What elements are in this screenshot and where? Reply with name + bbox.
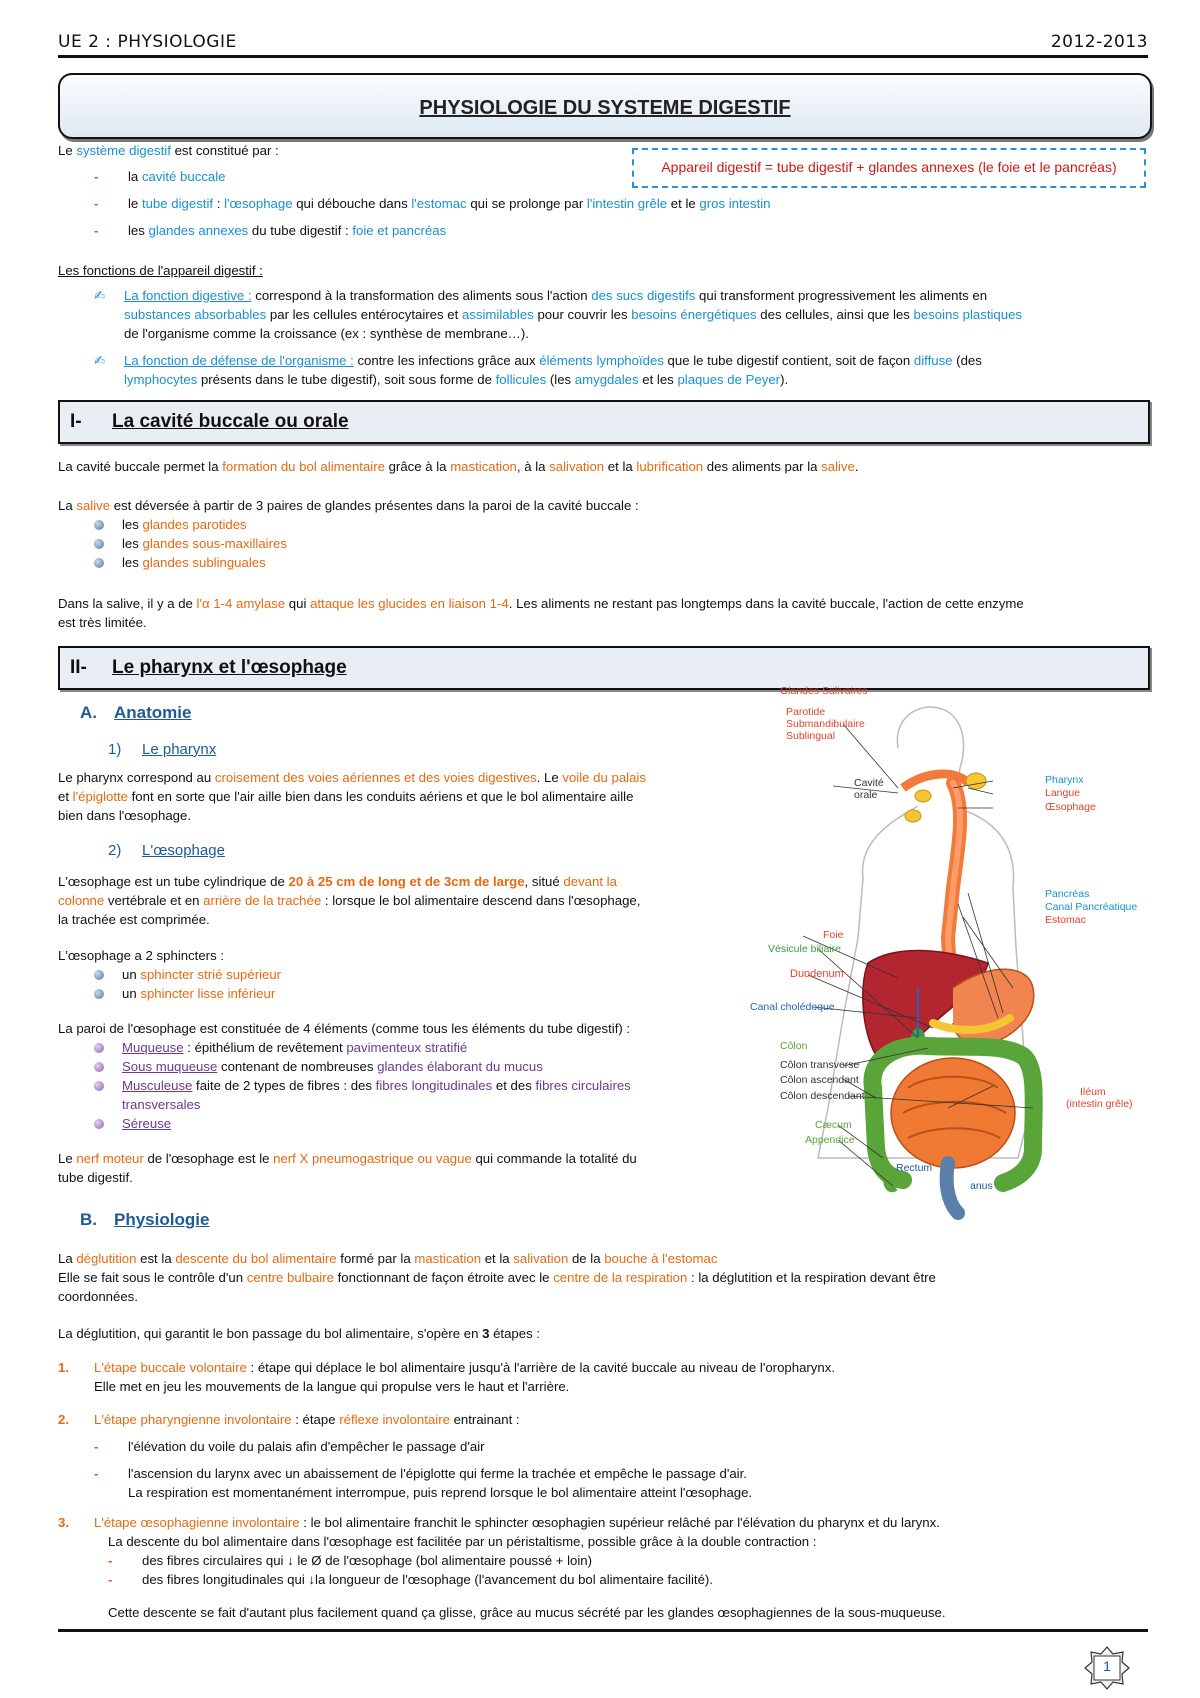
paroi-item: Sous muqueuse contenant de nombreuses glandes élaborant du mucus — [94, 1058, 543, 1076]
label-langue: Langue — [1045, 787, 1081, 799]
title-box — [58, 73, 1152, 139]
label-anus: anus — [970, 1180, 993, 1192]
section-1-header: I- La cavité buccale ou orale — [58, 400, 1150, 444]
fonction-defense-l1: ✍ La fonction de défense de l'organisme : contre les infections grâce aux éléments lymphoïdes que le tube digestif contient, soit de façon diffuse (des — [94, 353, 982, 368]
fonction-digestive-l3: de l'organisme comme la croissance (ex : synthèse de membrane…). — [124, 326, 529, 341]
label-appendice: Appendice — [805, 1134, 855, 1146]
paroi-item-cont: transversales — [122, 1097, 201, 1112]
intro-line: Le système digestif est constitué par : — [58, 143, 279, 158]
etape-2-item: - l'ascension du larynx avec un abaissement de l'épiglotte qui ferme la trachée et empêche le passage d'air. — [94, 1466, 747, 1481]
label-ileum-2: (intestin grêle) — [1066, 1098, 1133, 1110]
nerf-l2: tube digestif. — [58, 1170, 133, 1185]
digestive-illustration — [748, 688, 1158, 1228]
nerf-l1: Le nerf moteur de l'œsophage est le nerf X pneumogastrique ou vague qui commande la totalité du — [58, 1151, 637, 1166]
physio-l4: La déglutition, qui garantit le bon passage du bol alimentaire, s'opère en 3 étapes : — [58, 1326, 541, 1341]
intro-item-1: - la cavité buccale — [94, 169, 226, 184]
pharynx-heading: 1) Le pharynx — [108, 741, 217, 758]
header-left: UE 2 : PHYSIOLOGIE — [58, 32, 237, 52]
physio-l1: La déglutition est la descente du bol alimentaire formé par la mastication et la salivation de la bouche à l'estomac — [58, 1251, 718, 1266]
gland-item: les glandes sous-maxillaires — [94, 535, 287, 553]
oesophage-l3: la trachée est comprimée. — [58, 912, 210, 927]
intro-item-3: - les glandes annexes du tube digestif : foie et pancréas — [94, 223, 447, 238]
label-orale: orale — [854, 789, 878, 801]
section1-p3b: est très limitée. — [58, 615, 147, 630]
physio-l2: Elle se fait sous le contrôle d'un centre bulbaire fonctionnant de façon étroite avec le centre de la respiration : la déglutition et la respiration devant être — [58, 1270, 936, 1285]
label-duodenum: Duodenum — [790, 968, 844, 980]
sphincters-intro: L'œsophage a 2 sphincters : — [58, 948, 224, 963]
paroi-intro: La paroi de l'œsophage est constituée de 4 éléments (comme tous les éléments du tube digestif) : — [58, 1021, 631, 1036]
label-parotide: Parotide — [786, 706, 826, 718]
etape-1-l2: Elle met en jeu les mouvements de la langue qui propulse vers le haut et l'arrière. — [94, 1379, 570, 1394]
section-2-header: II- Le pharynx et l'œsophage — [58, 646, 1150, 690]
header-rule — [58, 55, 1148, 58]
label-ileum: Iléum — [1080, 1086, 1106, 1098]
label-sublingual: Sublingual — [786, 730, 836, 742]
label-cavite: Cavité — [854, 777, 884, 789]
section1-p2: La salive est déversée à partir de 3 paires de glandes présentes dans la paroi de la cavité buccale : — [58, 498, 639, 513]
label-colon: Côlon — [780, 1040, 808, 1052]
etape-3-item: - des fibres longitudinales qui ↓la longueur de l'œsophage (l'avancement du bol alimentaire facilité). — [108, 1572, 713, 1587]
pen-icon: ✍ — [94, 353, 106, 368]
label-submandibulaire: Submandibulaire — [786, 718, 865, 730]
oesophage-l2: colonne vertébrale et en arrière de la trachée : lorsque le bol alimentaire descend dans l'œsophage, — [58, 893, 641, 908]
oesophage-heading: 2) L'œsophage — [108, 842, 225, 859]
section1-p3: Dans la salive, il y a de l'α 1-4 amylase qui attaque les glucides en liaison 1-4. Les aliments ne restant pas longtemps dans la cavité buccale, l'action de cette enzyme — [58, 596, 1024, 611]
callout-box — [632, 148, 1146, 188]
sphincter-item: un sphincter strié supérieur — [94, 966, 281, 984]
physiologie-heading: B. Physiologie — [80, 1210, 210, 1229]
anatomie-heading: A. Anatomie — [80, 703, 192, 722]
footer-rule — [58, 1629, 1148, 1632]
label-canal-pancreatique: Canal Pancréatique — [1045, 901, 1138, 913]
gland-item: les glandes sublinguales — [94, 554, 266, 572]
paroi-item: Musculeuse faite de 2 types de fibres : des fibres longitudinales et des fibres circulaires — [94, 1077, 631, 1095]
page-number: 1 — [1103, 1658, 1111, 1674]
label-rectum: Rectum — [896, 1162, 933, 1174]
sphincter-item: un sphincter lisse inférieur — [94, 985, 275, 1003]
label-colon-transverse: Côlon transverse — [780, 1059, 860, 1071]
etape-3-l5: Cette descente se fait d'autant plus facilement quand ça glisse, grâce au mucus sécrété par les glandes œsophagiennes de la sous-muqueuse. — [108, 1605, 946, 1620]
label-pharynx: Pharynx — [1045, 774, 1084, 786]
label-glandes: Glandes Salivaires — [780, 685, 868, 697]
intro-item-2: - le tube digestif : l'œsophage qui débouche dans l'estomac qui se prolonge par l'intestin grêle et le gros intestin — [94, 196, 771, 211]
physio-l3: coordonnées. — [58, 1289, 138, 1304]
pharynx-l1: Le pharynx correspond au croisement des voies aériennes et des voies digestives. Le voile du palais — [58, 770, 646, 785]
etape-2-l1: 2. L'étape pharyngienne involontaire : étape réflexe involontaire entrainant : — [58, 1412, 520, 1427]
label-canal-choledoque: Canal cholédoque — [750, 1001, 835, 1013]
gland-item: les glandes parotides — [94, 516, 247, 534]
label-foie: Foie — [823, 929, 844, 941]
label-colon-descendant: Côlon descendant — [780, 1090, 865, 1102]
etape-3-l2: La descente du bol alimentaire dans l'œsophage est facilitée par un péristaltisme, possible grâce à la double contraction : — [108, 1534, 817, 1549]
fonctions-heading: Les fonctions de l'appareil digestif : — [58, 263, 263, 278]
callout-text: Appareil digestif = tube digestif + glandes annexes (le foie et le pancréas) — [661, 159, 1117, 175]
fonction-digestive-l1: ✍ La fonction digestive : correspond à la transformation des aliments sous l'action des sucs digestifs qui transforment progressivement les aliments en — [94, 288, 988, 303]
header-right: 2012-2013 — [1050, 32, 1148, 52]
paroi-item: Muqueuse : épithélium de revêtement pavimenteux stratifié — [94, 1039, 467, 1057]
fonction-digestive-l2: substances absorbables par les cellules entérocytaires et assimilables pour couvrir les besoins énergétiques des cellules, ainsi que les besoins plastiques — [124, 307, 1023, 322]
label-estomac: Estomac — [1045, 914, 1086, 926]
section1-p1: La cavité buccale permet la formation du bol alimentaire grâce à la mastication, à la salivation et la lubrification des aliments par la salive. — [58, 459, 859, 474]
etape-2-item: - l'élévation du voile du palais afin d'empêcher le passage d'air — [94, 1439, 485, 1454]
pen-icon: ✍ — [94, 288, 106, 303]
etape-3-l1: 3. L'étape œsophagienne involontaire : le bol alimentaire franchit le sphincter œsophagien supérieur relâché par l'élévation du pharynx et du larynx. — [58, 1515, 940, 1530]
digestive-system-diagram — [748, 685, 1158, 1228]
label-pancreas: Pancréas — [1045, 888, 1090, 900]
pharynx-l2: et l'épiglotte font en sorte que l'air aille bien dans les conduits aériens et que le bol alimentaire aille — [58, 789, 634, 804]
page-number-badge — [1084, 1646, 1130, 1690]
label-colon-ascendant: Côlon ascendant — [780, 1074, 859, 1086]
etape-1-l1: 1. L'étape buccale volontaire : étape qui déplace le bol alimentaire jusqu'à l'arrière de la cavité buccale au niveau de l'oropharynx. — [58, 1360, 835, 1375]
pharynx-l3: bien dans l'œsophage. — [58, 808, 192, 823]
label-caecum: Cæcum — [815, 1119, 852, 1131]
label-vesicule: Vésicule biliaire — [768, 943, 841, 955]
page-title: PHYSIOLOGIE DU SYSTEME DIGESTIF — [419, 97, 791, 119]
fonction-defense-l2: lymphocytes présents dans le tube digestif), soit sous forme de follicules (les amygdales et les plaques de Peyer). — [124, 372, 789, 387]
paroi-item: Séreuse — [94, 1115, 171, 1133]
label-oesophage: Œsophage — [1045, 801, 1096, 813]
etape-2-item-cont: La respiration est momentanément interrompue, puis reprend lorsque le bol alimentaire atteint l'œsophage. — [128, 1485, 753, 1500]
etape-3-item: - des fibres circulaires qui ↓ le Ø de l'œsophage (bol alimentaire poussé + loin) — [108, 1553, 593, 1568]
oesophage-l1: L'œsophage est un tube cylindrique de 20 à 25 cm de long et de 3cm de large, situé devant la — [58, 874, 617, 889]
